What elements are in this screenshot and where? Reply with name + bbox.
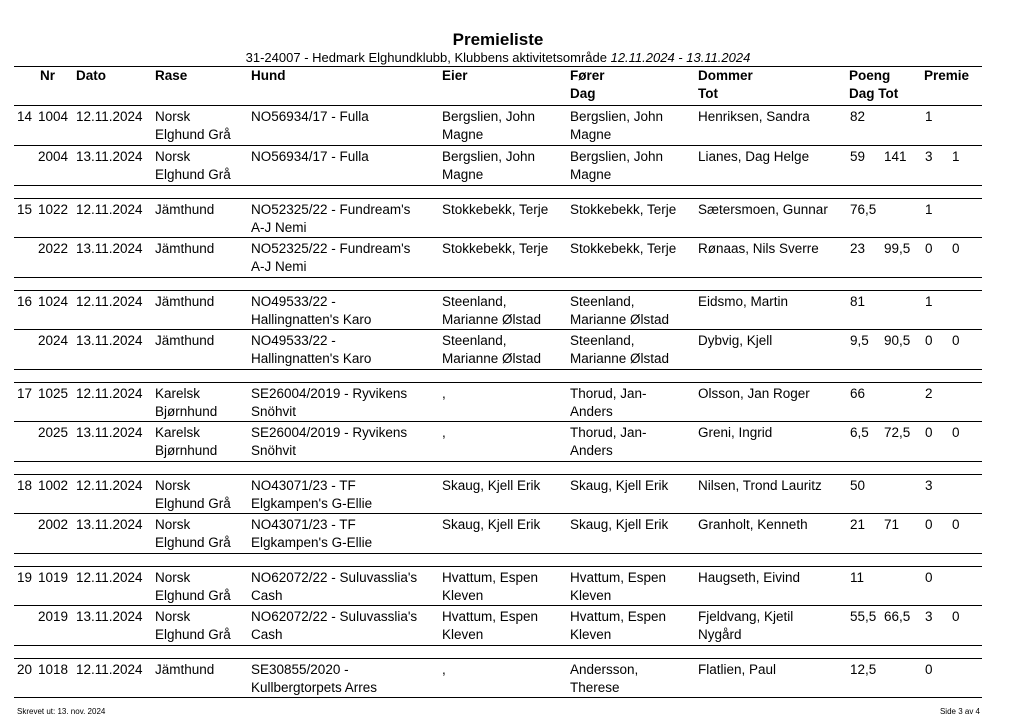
table-row — [14, 606, 982, 646]
cell-tot: 72,5 — [884, 425, 911, 440]
cell-forer2: Marianne Ølstad — [570, 350, 670, 366]
cell-dag: 81 — [850, 294, 866, 309]
cell-nr: 1004 — [38, 109, 69, 124]
cell-dommer2: Nygård — [698, 626, 742, 642]
cell-dag: 50 — [850, 478, 866, 493]
cell-rase1: Norsk — [155, 517, 191, 532]
table-row — [14, 474, 982, 514]
cell-hund2: Hallingnatten's Karo — [251, 311, 372, 327]
cell-forer1: Hvattum, Espen — [570, 609, 667, 624]
cell-eier1: Bergslien, John — [442, 149, 536, 164]
cell-forer2: Magne — [570, 126, 612, 142]
cell-rase1: Norsk — [155, 109, 191, 124]
cell-hund2: A-J Nemi — [251, 258, 307, 274]
header-dommer: Dommer — [698, 68, 753, 83]
cell-rase1: Norsk — [155, 478, 191, 493]
cell-dato: 13.11.2024 — [76, 333, 143, 348]
cell-forer2: Therese — [570, 679, 620, 695]
cell-rase2: Bjørnhund — [155, 403, 218, 419]
cell-dommer1: Dybvig, Kjell — [698, 333, 773, 348]
header-poeng-sub: Dag Tot — [849, 86, 899, 101]
cell-forer1: Thorud, Jan- — [570, 425, 647, 440]
cell-dommer1: Granholt, Kenneth — [698, 517, 808, 532]
header-hund: Hund — [251, 68, 286, 83]
print-date: Skrevet ut: 13. nov. 2024 — [17, 707, 106, 716]
cell-dag: 82 — [850, 109, 866, 124]
cell-nr: 2024 — [38, 333, 69, 348]
cell-premie1: 3 — [925, 609, 933, 624]
cell-dato: 13.11.2024 — [76, 517, 143, 532]
cell-dommer1: Fjeldvang, Kjetil — [698, 609, 794, 624]
cell-nr: 1002 — [38, 478, 69, 493]
cell-rase2: Elghund Grå — [155, 166, 231, 182]
cell-rase1: Karelsk — [155, 425, 201, 440]
cell-nr: 1024 — [38, 294, 69, 309]
cell-dato: 13.11.2024 — [76, 425, 143, 440]
cell-hund1: SE26004/2019 - Ryvikens — [251, 425, 408, 440]
cell-forer1: Hvattum, Espen — [570, 570, 667, 585]
cell-dommer1: Haugseth, Eivind — [698, 570, 801, 585]
cell-forer1: Steenland, — [570, 294, 635, 309]
cell-premie1: 2 — [925, 386, 933, 401]
cell-hund1: NO52325/22 - Fundream's — [251, 202, 411, 217]
cell-rase1: Norsk — [155, 149, 191, 164]
cell-hund2: Elgkampen's G-Ellie — [251, 495, 373, 511]
cell-hund2: Snöhvit — [251, 442, 297, 458]
cell-hund1: NO56934/17 - Fulla — [251, 109, 369, 124]
cell-eier2: Kleven — [442, 587, 484, 603]
cell-premie1: 3 — [925, 478, 933, 493]
cell-forer1: Skaug, Kjell Erik — [570, 478, 669, 493]
cell-eier1: , — [442, 425, 446, 440]
cell-eier1: Steenland, — [442, 294, 507, 309]
cell-tot: 66,5 — [884, 609, 911, 624]
cell-dommer1: Nilsen, Trond Lauritz — [698, 478, 822, 493]
cell-group: 18 — [17, 478, 33, 493]
cell-rase1: Jämthund — [155, 202, 215, 217]
subtitle-dates: 12.11.2024 - 13.11.2024 — [610, 50, 751, 65]
cell-premie1: 0 — [925, 425, 933, 440]
cell-dommer1: Lianes, Dag Helge — [698, 149, 810, 164]
cell-premie1: 0 — [925, 570, 933, 585]
cell-forer2: Anders — [570, 403, 613, 419]
cell-eier1: Skaug, Kjell Erik — [442, 517, 541, 532]
cell-hund2: Kullbergtorpets Arres — [251, 679, 378, 695]
cell-hund1: NO49533/22 - — [251, 333, 336, 348]
cell-premie1: 3 — [925, 149, 933, 164]
cell-hund2: Cash — [251, 626, 283, 642]
cell-forer2: Magne — [570, 166, 612, 182]
cell-premie2: 0 — [952, 425, 960, 440]
cell-dag: 21 — [850, 517, 866, 532]
cell-group: 19 — [17, 570, 33, 585]
cell-premie1: 1 — [925, 109, 933, 124]
cell-hund1: SE26004/2019 - Ryvikens — [251, 386, 408, 401]
cell-tot: 141 — [884, 149, 907, 164]
header-forer: Fører — [570, 68, 605, 83]
cell-nr: 2019 — [38, 609, 69, 624]
header-dato: Dato — [76, 68, 106, 83]
header-forer-dag: Dag — [570, 86, 596, 101]
cell-hund1: NO52325/22 - Fundream's — [251, 241, 411, 256]
cell-dommer1: Olsson, Jan Roger — [698, 386, 810, 401]
table-row — [14, 422, 982, 462]
cell-premie1: 0 — [925, 662, 933, 677]
cell-forer1: Bergslien, John — [570, 109, 664, 124]
cell-dommer1: Eidsmo, Martin — [698, 294, 789, 309]
cell-rase1: Norsk — [155, 609, 191, 624]
cell-premie2: 0 — [952, 609, 960, 624]
cell-forer1: Bergslien, John — [570, 149, 664, 164]
cell-forer1: Thorud, Jan- — [570, 386, 647, 401]
cell-eier2: Marianne Ølstad — [442, 350, 542, 366]
cell-rase2: Elghund Grå — [155, 534, 231, 550]
header-eier: Eier — [442, 68, 468, 83]
document-title: Premieliste — [452, 30, 544, 49]
cell-rase1: Jämthund — [155, 333, 215, 348]
cell-eier1: Bergslien, John — [442, 109, 536, 124]
cell-eier1: , — [442, 386, 446, 401]
cell-forer2: Kleven — [570, 626, 612, 642]
table-row — [14, 290, 982, 330]
cell-nr: 1018 — [38, 662, 69, 677]
cell-group: 20 — [17, 662, 33, 677]
cell-dommer1: Greni, Ingrid — [698, 425, 773, 440]
document-subtitle — [0, 50, 996, 65]
cell-hund2: Snöhvit — [251, 403, 297, 419]
cell-rase1: Jämthund — [155, 662, 215, 677]
cell-dommer1: Flatlien, Paul — [698, 662, 777, 677]
cell-premie2: 0 — [952, 241, 960, 256]
cell-eier1: Stokkebekk, Terje — [442, 202, 549, 217]
cell-rase1: Jämthund — [155, 241, 215, 256]
table-row — [14, 146, 982, 186]
cell-forer1: Stokkebekk, Terje — [570, 202, 677, 217]
cell-premie1: 0 — [925, 517, 933, 532]
cell-dommer1: Sætersmoen, Gunnar — [698, 202, 828, 217]
cell-dato: 12.11.2024 — [76, 202, 143, 217]
cell-premie2: 0 — [952, 517, 960, 532]
cell-dag: 55,5 — [850, 609, 877, 624]
cell-tot: 90,5 — [884, 333, 911, 348]
table-row — [14, 330, 982, 370]
subtitle-text: 31-24007 - Hedmark Elghundklubb, Klubbens aktivitetsområde — [245, 50, 607, 65]
cell-eier2: Magne — [442, 126, 484, 142]
cell-dato: 12.11.2024 — [76, 662, 143, 677]
cell-rase2: Elghund Grå — [155, 126, 231, 142]
cell-forer1: Stokkebekk, Terje — [570, 241, 677, 256]
cell-forer1: Steenland, — [570, 333, 635, 348]
cell-eier1: Hvattum, Espen — [442, 609, 539, 624]
result-rows — [14, 106, 982, 698]
cell-rase1: Jämthund — [155, 294, 215, 309]
cell-hund2: A-J Nemi — [251, 219, 307, 235]
cell-nr: 2002 — [38, 517, 69, 532]
cell-premie1: 1 — [925, 202, 933, 217]
cell-dag: 59 — [850, 149, 866, 164]
cell-hund1: NO56934/17 - Fulla — [251, 149, 369, 164]
cell-dato: 12.11.2024 — [76, 294, 143, 309]
cell-group: 14 — [17, 109, 33, 124]
cell-forer1: Andersson, — [570, 662, 639, 677]
cell-group: 16 — [17, 294, 33, 309]
cell-nr: 2004 — [38, 149, 69, 164]
cell-premie1: 0 — [925, 333, 933, 348]
table-row — [14, 566, 982, 606]
cell-forer1: Skaug, Kjell Erik — [570, 517, 669, 532]
cell-nr: 2025 — [38, 425, 69, 440]
table-row — [14, 106, 982, 146]
cell-dato: 13.11.2024 — [76, 609, 143, 624]
cell-dag: 23 — [850, 241, 866, 256]
cell-hund1: SE30855/2020 - — [251, 662, 349, 677]
table-row — [14, 658, 982, 698]
cell-premie2: 0 — [952, 333, 960, 348]
cell-nr: 2022 — [38, 241, 69, 256]
header-dommer-tot: Tot — [698, 86, 718, 101]
cell-eier1: , — [442, 662, 446, 677]
table-row — [14, 382, 982, 422]
cell-eier2: Kleven — [442, 626, 484, 642]
cell-group: 17 — [17, 386, 33, 401]
cell-rase1: Karelsk — [155, 386, 201, 401]
cell-hund1: NO49533/22 - — [251, 294, 336, 309]
cell-nr: 1022 — [38, 202, 69, 217]
cell-hund1: NO62072/22 - Suluvasslia's — [251, 609, 418, 624]
cell-hund1: NO43071/23 - TF — [251, 478, 356, 493]
cell-hund2: Elgkampen's G-Ellie — [251, 534, 373, 550]
cell-dag: 11 — [850, 570, 865, 585]
cell-tot: 71 — [884, 517, 900, 532]
cell-forer2: Anders — [570, 442, 613, 458]
cell-dato: 12.11.2024 — [76, 570, 143, 585]
cell-eier1: Skaug, Kjell Erik — [442, 478, 541, 493]
table-row — [14, 514, 982, 554]
cell-tot: 99,5 — [884, 241, 911, 256]
cell-forer2: Kleven — [570, 587, 612, 603]
cell-rase1: Norsk — [155, 570, 191, 585]
cell-dag: 12,5 — [850, 662, 877, 677]
cell-eier2: Magne — [442, 166, 484, 182]
header-premie: Premie — [924, 68, 970, 83]
cell-dag: 76,5 — [850, 202, 877, 217]
cell-hund1: NO62072/22 - Suluvasslia's — [251, 570, 418, 585]
cell-dato: 12.11.2024 — [76, 478, 143, 493]
cell-dato: 13.11.2024 — [76, 149, 143, 164]
cell-forer2: Marianne Ølstad — [570, 311, 670, 327]
cell-rase2: Elghund Grå — [155, 587, 231, 603]
cell-dato: 12.11.2024 — [76, 109, 143, 124]
cell-nr: 1025 — [38, 386, 69, 401]
header-poeng: Poeng — [849, 68, 891, 83]
cell-rase2: Bjørnhund — [155, 442, 218, 458]
cell-dommer1: Henriksen, Sandra — [698, 109, 810, 124]
cell-eier2: Marianne Ølstad — [442, 311, 542, 327]
cell-premie1: 0 — [925, 241, 933, 256]
cell-eier1: Stokkebekk, Terje — [442, 241, 549, 256]
cell-premie2: 1 — [952, 149, 960, 164]
header-rase: Rase — [155, 68, 188, 83]
table-row — [14, 238, 982, 278]
cell-dag: 66 — [850, 386, 866, 401]
cell-hund2: Cash — [251, 587, 283, 603]
cell-group: 15 — [17, 202, 33, 217]
cell-dag: 9,5 — [850, 333, 869, 348]
cell-hund2: Hallingnatten's Karo — [251, 350, 372, 366]
cell-premie1: 1 — [925, 294, 933, 309]
cell-dato: 12.11.2024 — [76, 386, 143, 401]
table-header — [14, 66, 982, 106]
cell-eier1: Steenland, — [442, 333, 507, 348]
cell-rase2: Elghund Grå — [155, 495, 231, 511]
page-number: Side 3 av 4 — [939, 707, 980, 716]
header-nr: Nr — [40, 68, 56, 83]
cell-rase2: Elghund Grå — [155, 626, 231, 642]
cell-eier1: Hvattum, Espen — [442, 570, 539, 585]
cell-hund1: NO43071/23 - TF — [251, 517, 356, 532]
cell-dag: 6,5 — [850, 425, 869, 440]
cell-dato: 13.11.2024 — [76, 241, 143, 256]
cell-nr: 1019 — [38, 570, 69, 585]
table-row — [14, 198, 982, 238]
cell-dommer1: Rønaas, Nils Sverre — [698, 241, 819, 256]
